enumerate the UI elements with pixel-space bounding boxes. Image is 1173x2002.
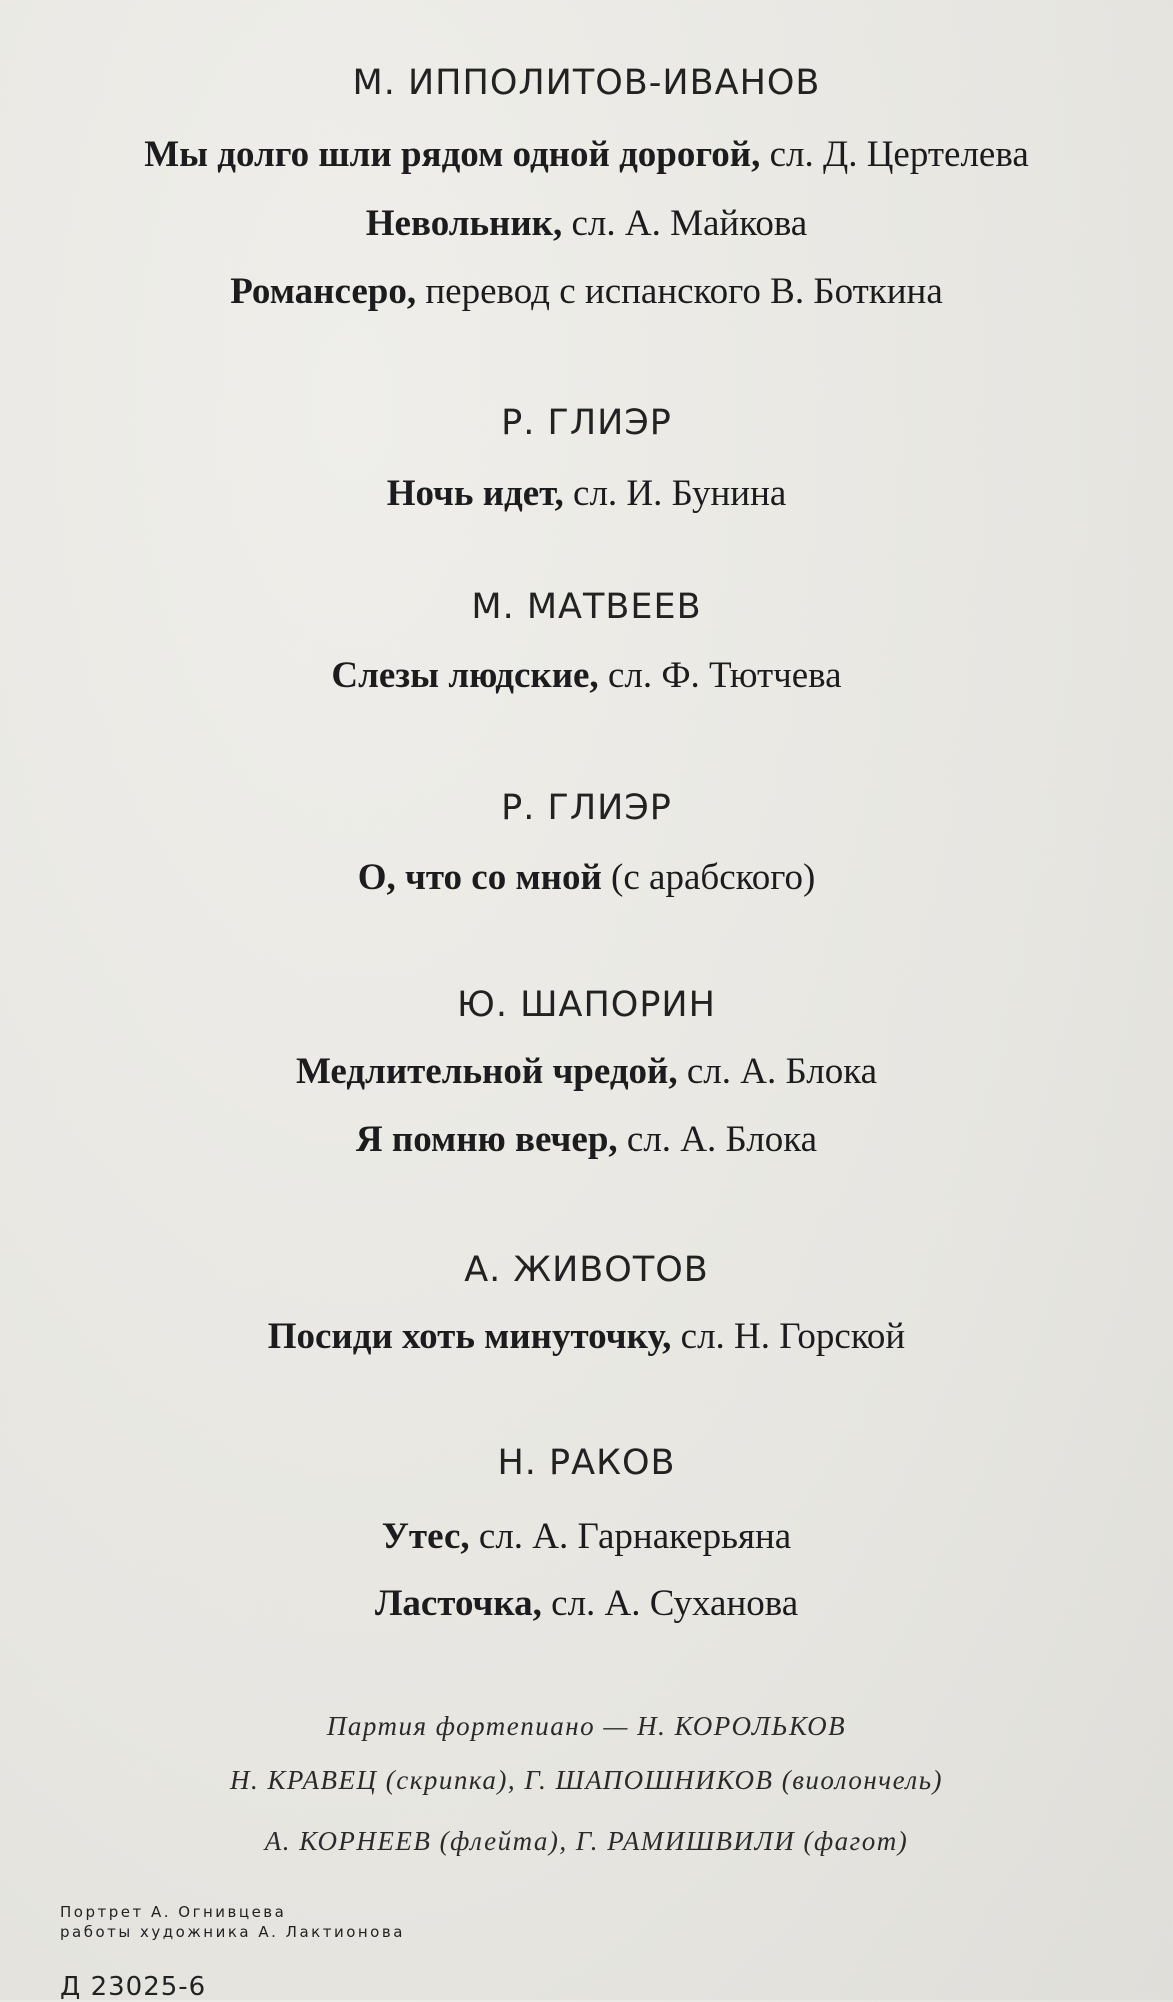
song-line <box>0 1582 1173 1625</box>
song-line <box>0 133 1173 176</box>
song-line <box>0 654 1173 697</box>
composer-name: Ю. ШАПОРИН <box>457 985 716 1025</box>
song-line <box>0 1515 1173 1558</box>
composer-name: М. МАТВЕЕВ <box>471 587 702 627</box>
song-lyrics-credit: сл. А. Блока <box>617 1119 818 1160</box>
song-line <box>0 1315 1173 1358</box>
song-title: Ночь идет, <box>386 473 564 514</box>
song-title: Мы долго шли рядом одной дорогой, <box>144 134 761 175</box>
composer-name: А. ЖИВОТОВ <box>464 1250 709 1290</box>
song-title: Романсеро, <box>230 271 417 312</box>
performer-line: Н. КРАВЕЦ (скрипка), Г. ШАПОШНИКОВ (виолончель) <box>230 1765 943 1795</box>
composer-name: Р. ГЛИЭР <box>501 788 672 828</box>
song-lyrics-credit: перевод с испанского В. Боткина <box>416 271 943 312</box>
portrait-credit <box>60 1902 405 1942</box>
song-line <box>0 1050 1173 1093</box>
song-lyrics-credit: сл. Н. Горской <box>671 1316 906 1357</box>
song-lyrics-credit: сл. Д. Цертелева <box>760 134 1029 175</box>
song-title: Слезы людские, <box>331 655 599 696</box>
composer-name: Р. ГЛИЭР <box>501 403 672 443</box>
song-line <box>0 856 1173 899</box>
song-lyrics-credit: (с арабского) <box>601 857 816 898</box>
song-title: Посиди хоть минуточку, <box>267 1316 672 1357</box>
song-lyrics-credit: сл. И. Бунина <box>563 473 787 514</box>
song-title: Ласточка, <box>374 1583 542 1624</box>
composer-name: Н. РАКОВ <box>497 1443 676 1483</box>
performer-line: Партия фортепиано — Н. КОРОЛЬКОВ <box>326 1711 847 1741</box>
portrait-credit-line: Портрет А. Огнивцева <box>60 1903 287 1921</box>
song-lyrics-credit: сл. А. Майкова <box>562 203 808 244</box>
song-line <box>0 202 1173 245</box>
song-title: Невольник, <box>365 203 563 244</box>
composer-name: М. ИППОЛИТОВ-ИВАНОВ <box>352 63 821 103</box>
song-title: О, что со мной <box>357 857 602 898</box>
performer-line: А. КОРНЕЕВ (флейта), Г. РАМИШВИЛИ (фагот) <box>264 1826 909 1856</box>
catalog-number: Д 23025-6 <box>60 1972 207 2002</box>
song-line <box>0 270 1173 313</box>
song-line <box>0 1118 1173 1161</box>
song-title: Медлительной чредой, <box>295 1051 678 1092</box>
portrait-credit-line: работы художника А. Лактионова <box>60 1923 405 1941</box>
song-title: Утес, <box>381 1516 470 1557</box>
song-line <box>0 472 1173 515</box>
song-lyrics-credit: сл. А. Суханова <box>541 1583 799 1624</box>
song-lyrics-credit: сл. А. Гарнакерьяна <box>469 1516 792 1557</box>
song-lyrics-credit: сл. Ф. Тютчева <box>598 655 842 696</box>
song-lyrics-credit: сл. А. Блока <box>677 1051 878 1092</box>
song-title: Я помню вечер, <box>355 1119 618 1160</box>
